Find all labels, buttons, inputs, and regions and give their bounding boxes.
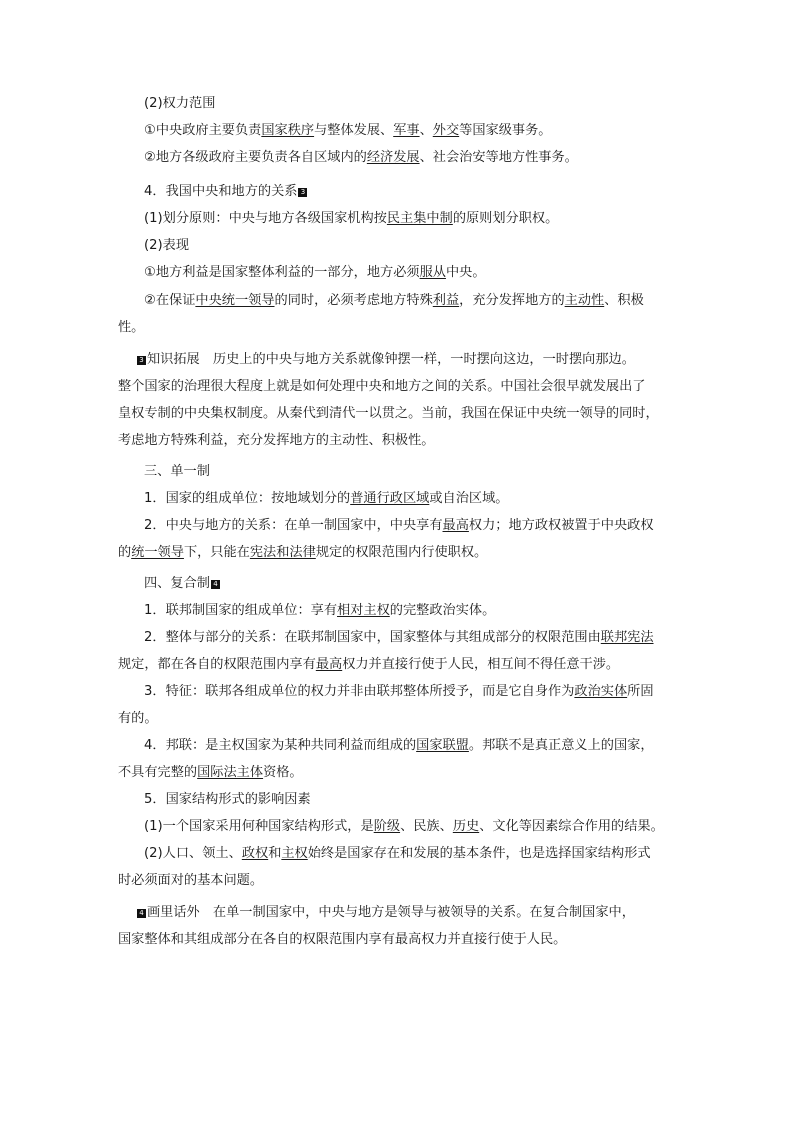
knowledge-extension-box: 3 知识拓展 历史上的中央与地方关系就像钟摆一样，一时摆向这边，一时摆向那边。	[136, 350, 635, 370]
heading-compound-system: 四、复合制 4	[144, 574, 221, 594]
paragraph-influence-2: (2)人口、领土、政权和主权始终是国家存在和发展的基本条件，也是选择国家结构形式	[144, 846, 651, 861]
paragraph-unitary-relation: 2．中央与地方的关系：在单一制国家中，中央享有最高权力；地方政权被置于中央政权	[144, 518, 654, 533]
paragraph-federal-feature: 3．特征：联邦各组成单位的权力并非由联邦整体所授予，而是它自身作为政治实体所固	[144, 684, 654, 699]
subheading-manifestation: (2)表现	[144, 238, 190, 253]
knowledge-extension-line-4: 考虑地方特殊利益，充分发挥地方的主动性、积极性。	[118, 433, 435, 448]
picture-note-line-2: 国家整体和其组成部分在各自的权限范围内享有最高权力并直接行使于人民。	[118, 932, 567, 947]
footnote-marker-4-icon: 4	[211, 580, 220, 589]
paragraph-influence-2-cont: 时必须面对的基本问题。	[118, 873, 264, 888]
footnote-marker-3-icon: 3	[298, 188, 307, 197]
paragraph-federal-relation-cont: 规定，都在各自的权限范围内享有最高权力并直接行使于人民，相互间不得任意干涉。	[118, 657, 620, 672]
picture-note-box: 4 画里话外 在单一制国家中，中央与地方是领导与被领导的关系。在复合制国家中，	[136, 903, 635, 923]
paragraph-local-interest: ①地方利益是国家整体利益的一部分，地方必须服从中央。	[144, 265, 486, 280]
paragraph-federal-units: 1．联邦制国家的组成单位：享有相对主权的完整政治实体。	[144, 603, 496, 618]
paragraph-confederation-cont: 不具有完整的国际法主体资格。	[118, 765, 303, 780]
paragraph-federal-feature-cont: 有的。	[118, 711, 158, 726]
paragraph-unitary-relation-cont: 的统一领导下，只能在宪法和法律规定的权限范围内行使职权。	[118, 545, 488, 560]
heading-unitary-system: 三、单一制	[144, 464, 210, 479]
footnote-marker-3-icon: 3	[137, 356, 146, 365]
knowledge-extension-line-3: 皇权专制的中央集权制度。从秦代到清代一以贯之。当前，我国在保证中央统一领导的同时，	[118, 406, 659, 421]
heading-influence-factors: 5．国家结构形式的影响因素	[144, 792, 311, 807]
paragraph-central-power: ①中央政府主要负责国家秩序与整体发展、军事、外交等国家级事务。	[144, 123, 552, 138]
paragraph-confederation: 4．邦联：是主权国家为某种共同利益而组成的国家联盟。邦联不是真正意义上的国家，	[144, 738, 654, 753]
paragraph-influence-1: (1)一个国家采用何种国家结构形式，是阶级、民族、历史、文化等因素综合作用的结果。	[144, 819, 664, 834]
paragraph-unitary-units: 1．国家的组成单位：按地域划分的普通行政区域或自治区域。	[144, 491, 509, 506]
paragraph-local-power: ②地方各级政府主要负责各自区域内的经济发展、社会治安等地方性事务。	[144, 150, 578, 165]
paragraph-federal-relation: 2．整体与部分的关系：在联邦制国家中，国家整体与其组成部分的权限范围由联邦宪法	[144, 630, 654, 645]
paragraph-unified-leadership: ②在保证中央统一领导的同时，必须考虑地方特殊利益，充分发挥地方的主动性、积极	[144, 293, 644, 308]
heading-central-local-relation: 4．我国中央和地方的关系 3	[144, 182, 308, 202]
paragraph-unified-leadership-cont: 性。	[118, 320, 145, 335]
paragraph-division-principle: (1)划分原则：中央与地方各级国家机构按民主集中制的原则划分职权。	[144, 211, 559, 226]
knowledge-extension-line-2: 整个国家的治理很大程度上就是如何处理中央和地方之间的关系。中国社会很早就发展出了	[118, 379, 646, 394]
footnote-marker-4-icon: 4	[137, 909, 146, 918]
subheading-power-scope: (2)权力范围	[144, 96, 216, 111]
